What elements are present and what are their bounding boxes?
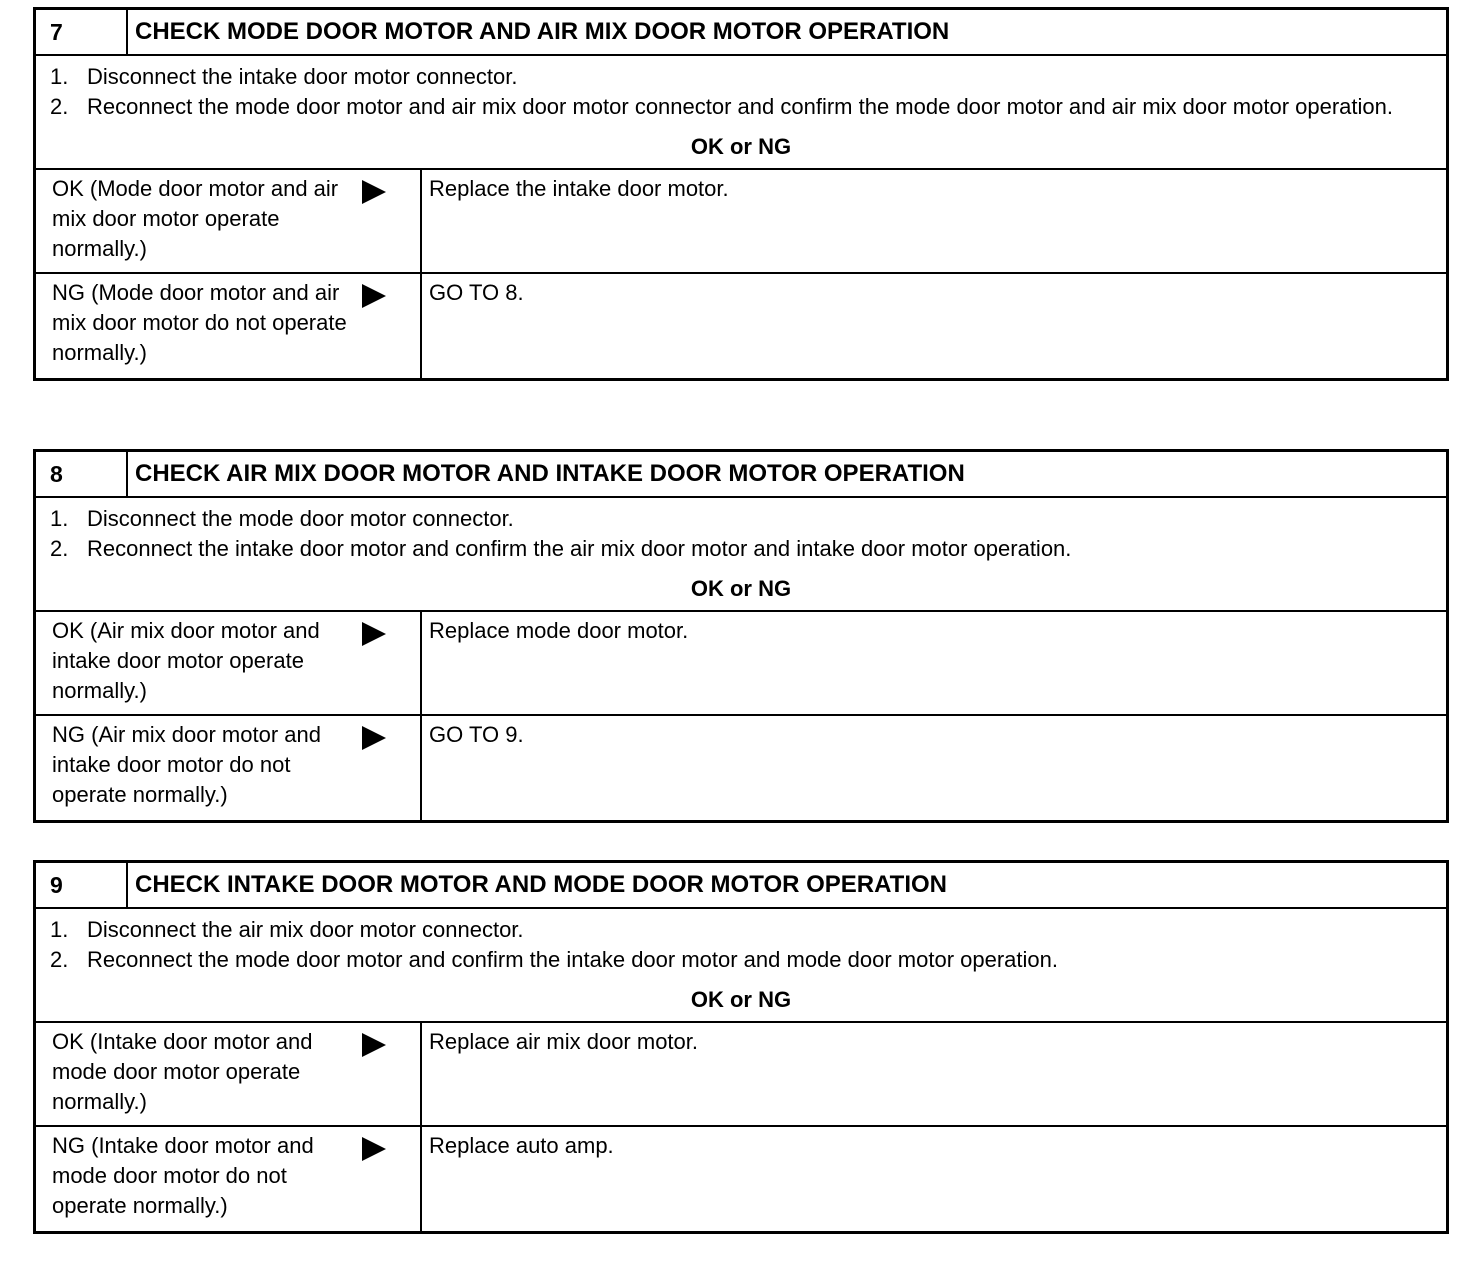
ok-result-row — [36, 1023, 1446, 1127]
ok-result-row — [36, 612, 1446, 716]
instruction-text: Disconnect the mode door motor connector. — [87, 506, 514, 531]
ok-condition-cell — [36, 1023, 422, 1125]
ng-condition-text: NG (Intake door motor and mode door motor do not operate normally.) — [52, 1133, 314, 1218]
instruction-number: 2. — [50, 947, 69, 972]
right-arrow-icon — [362, 284, 386, 308]
step-8-table — [33, 449, 1449, 823]
ng-action-text: GO TO 8. — [429, 280, 524, 305]
ok-condition-text: OK (Intake door motor and mode door motor operate normally.) — [52, 1029, 313, 1114]
ng-result-row — [36, 274, 1446, 378]
ng-condition-cell — [36, 274, 422, 378]
step-instructions — [36, 56, 1446, 170]
ok-condition-cell — [36, 170, 422, 272]
step-number: 7 — [36, 10, 128, 54]
instruction-text: Reconnect the mode door motor and confirm the intake door motor and mode door motor operation. — [87, 947, 1058, 972]
step-header — [36, 863, 1446, 909]
ng-condition-cell — [36, 716, 422, 820]
right-arrow-icon — [362, 622, 386, 646]
instruction-item — [50, 504, 1432, 534]
instruction-item — [50, 92, 1432, 122]
ok-action-text: Replace the intake door motor. — [429, 176, 729, 201]
instruction-number: 2. — [50, 536, 69, 561]
instruction-item — [50, 915, 1432, 945]
ok-or-ng-label: OK or NG — [690, 987, 792, 1012]
step-header — [36, 10, 1446, 56]
step-7-table — [33, 7, 1449, 381]
ng-condition-text: NG (Air mix door motor and intake door motor do not operate normally.) — [52, 722, 321, 807]
instruction-item — [50, 945, 1432, 975]
right-arrow-icon — [362, 1033, 386, 1057]
right-arrow-icon — [362, 180, 386, 204]
ng-action-text: GO TO 9. — [429, 722, 524, 747]
ok-result-row — [36, 170, 1446, 274]
step-header — [36, 452, 1446, 498]
step-title: CHECK AIR MIX DOOR MOTOR AND INTAKE DOOR MOTOR OPERATION — [135, 460, 965, 487]
instruction-number: 1. — [50, 64, 69, 89]
instruction-text: Reconnect the intake door motor and confirm the air mix door motor and intake door motor operation. — [87, 536, 1072, 561]
instruction-number: 1. — [50, 917, 69, 942]
ok-or-ng-label: OK or NG — [690, 576, 792, 601]
step-instructions — [36, 498, 1446, 612]
instruction-list — [50, 504, 1432, 564]
ng-result-row — [36, 1127, 1446, 1231]
step-9-table — [33, 860, 1449, 1234]
ok-action-text: Replace air mix door motor. — [429, 1029, 698, 1054]
instruction-item — [50, 534, 1432, 564]
ok-or-ng-label: OK or NG — [690, 134, 792, 159]
step-title: CHECK INTAKE DOOR MOTOR AND MODE DOOR MOTOR OPERATION — [135, 871, 948, 898]
instruction-text: Disconnect the air mix door motor connector. — [87, 917, 524, 942]
instruction-list — [50, 62, 1432, 122]
ok-condition-cell — [36, 612, 422, 714]
ok-action-text: Replace mode door motor. — [429, 618, 689, 643]
right-arrow-icon — [362, 1137, 386, 1161]
instruction-item — [50, 62, 1432, 92]
step-number: 9 — [36, 863, 128, 907]
step-instructions — [36, 909, 1446, 1023]
instruction-list — [50, 915, 1432, 975]
ok-condition-text: OK (Air mix door motor and intake door motor operate normally.) — [52, 618, 320, 703]
ng-result-row — [36, 716, 1446, 820]
step-title: CHECK MODE DOOR MOTOR AND AIR MIX DOOR MOTOR OPERATION — [135, 18, 950, 45]
instruction-text: Disconnect the intake door motor connector. — [87, 64, 518, 89]
right-arrow-icon — [362, 726, 386, 750]
ng-action-text: Replace auto amp. — [429, 1133, 614, 1158]
ng-condition-cell — [36, 1127, 422, 1231]
step-number: 8 — [36, 452, 128, 496]
instruction-number: 2. — [50, 94, 69, 119]
instruction-number: 1. — [50, 506, 69, 531]
ng-condition-text: NG (Mode door motor and air mix door motor do not operate normally.) — [52, 280, 347, 365]
ok-condition-text: OK (Mode door motor and air mix door motor operate normally.) — [52, 176, 339, 261]
instruction-text: Reconnect the mode door motor and air mix door motor connector and confirm the mode door motor and air mix door motor operation. — [87, 94, 1393, 119]
